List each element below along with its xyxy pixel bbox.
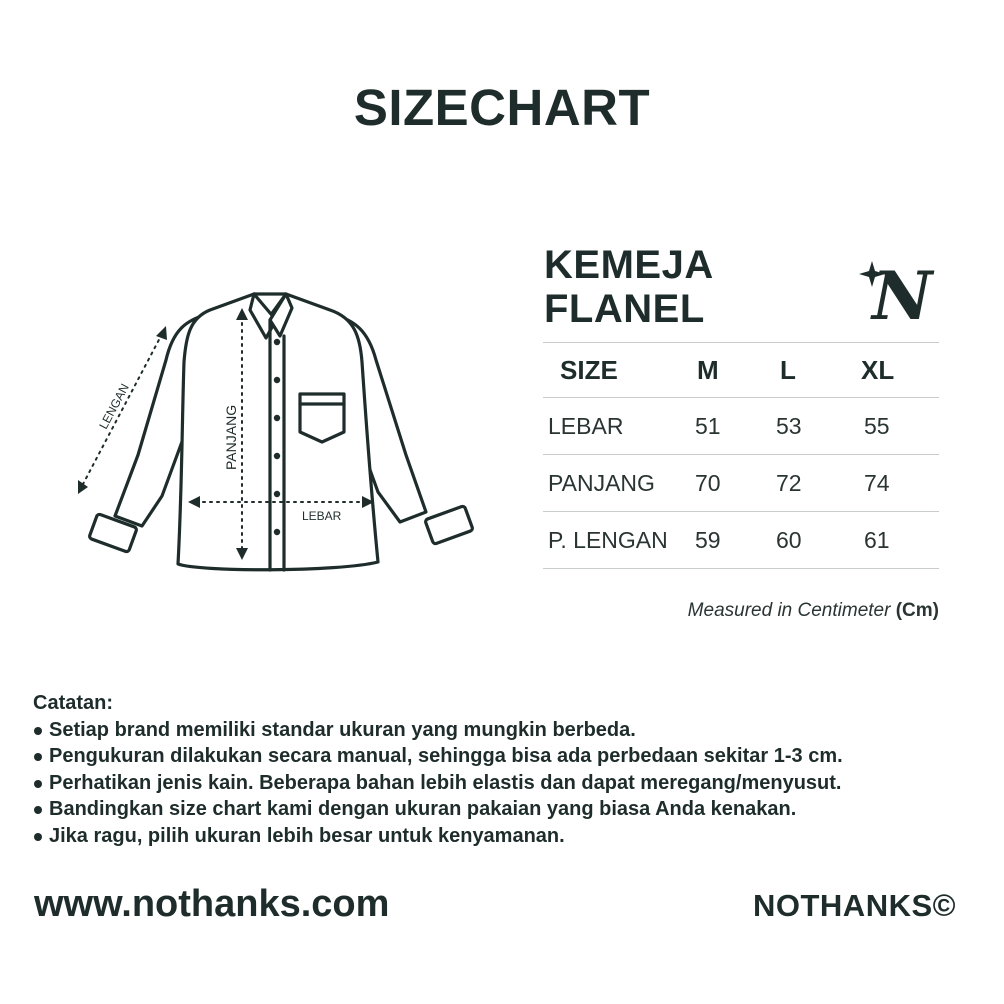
website-link[interactable]: www.nothanks.com bbox=[34, 883, 390, 925]
unit-note-text: Measured in Centimeter bbox=[687, 600, 891, 621]
page-title: SIZECHART bbox=[353, 79, 651, 136]
list-item: Pengukuran dilakukan secara manual, sehingga bisa ada perbedaan sekitar 1-3 cm. bbox=[33, 743, 843, 770]
lengan-label: LENGAN bbox=[96, 381, 132, 432]
row-label: PANJANG bbox=[548, 469, 655, 496]
lebar-label: LEBAR bbox=[302, 509, 342, 523]
cell-value: 74 bbox=[864, 469, 890, 496]
row-label: LEBAR bbox=[548, 412, 624, 439]
header-size: SIZE bbox=[560, 354, 618, 385]
header-l: L bbox=[780, 354, 796, 385]
row-label: P. LENGAN bbox=[548, 526, 668, 553]
size-table bbox=[543, 342, 939, 569]
table-row bbox=[543, 454, 939, 511]
chest-pocket bbox=[300, 394, 344, 442]
cell-value: 53 bbox=[776, 412, 802, 439]
cell-value: 72 bbox=[776, 469, 802, 496]
notes-heading: Catatan: bbox=[33, 692, 114, 714]
unit-note-unit: (Cm) bbox=[895, 600, 939, 621]
list-item: Bandingkan size chart kami dengan ukuran pakaian yang biasa Anda kenakan. bbox=[33, 796, 843, 823]
list-item: Perhatikan jenis kain. Beberapa bahan lebih elastis dan dapat meregang/menyusut. bbox=[33, 770, 843, 797]
table-header-row bbox=[543, 342, 939, 397]
table-row bbox=[543, 397, 939, 454]
notes-section bbox=[33, 690, 843, 849]
shirt-diagram bbox=[70, 280, 490, 580]
product-name-line1: KEMEJA bbox=[544, 243, 714, 287]
brand-wordmark: NOTHANKS© bbox=[752, 888, 956, 923]
list-item: Setiap brand memiliki standar ukuran yang mungkin berbeda. bbox=[33, 717, 843, 744]
cell-value: 70 bbox=[695, 469, 721, 496]
list-item: Jika ragu, pilih ukuran lebih besar untuk kenyamanan. bbox=[33, 823, 843, 850]
brand-logo-glyph: N bbox=[872, 257, 933, 327]
product-name bbox=[544, 243, 714, 331]
product-name-line2: FLANEL bbox=[544, 287, 705, 331]
panjang-label: PANJANG bbox=[223, 404, 239, 470]
cell-value: 60 bbox=[776, 526, 802, 553]
unit-note bbox=[688, 600, 939, 622]
cell-value: 55 bbox=[864, 412, 890, 439]
brand-logo-icon bbox=[858, 255, 942, 327]
cell-value: 59 bbox=[695, 526, 721, 553]
right-cuff bbox=[425, 506, 473, 545]
table-row bbox=[543, 511, 939, 569]
header-xl: XL bbox=[861, 354, 895, 385]
notes-list bbox=[33, 717, 843, 850]
header-m: M bbox=[697, 354, 719, 385]
cell-value: 51 bbox=[695, 412, 721, 439]
cell-value: 61 bbox=[864, 526, 890, 553]
